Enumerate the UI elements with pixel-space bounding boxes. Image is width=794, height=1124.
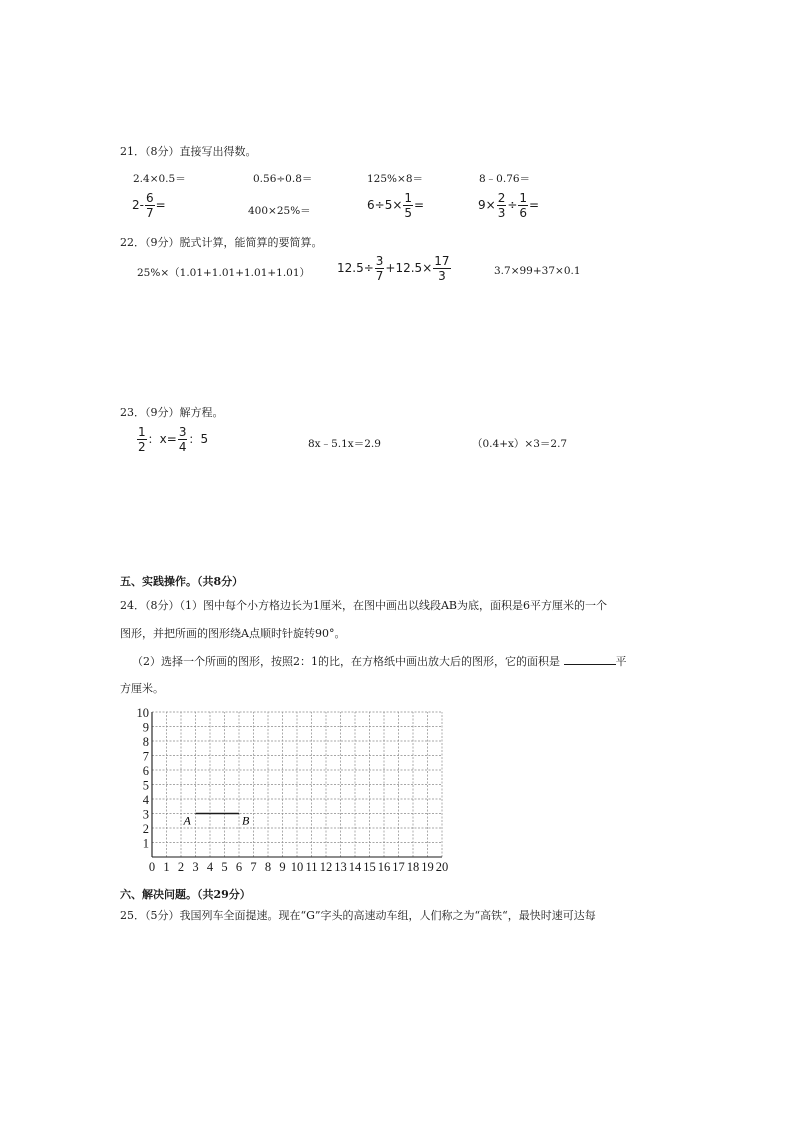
x-tick-label: 15 bbox=[363, 860, 376, 874]
x-tick-label: 8 bbox=[264, 860, 272, 874]
y-tick-label: 6 bbox=[142, 764, 149, 778]
y-tick-label: 7 bbox=[142, 749, 149, 764]
q21-item-7: 6÷5× $\frac{1}{5}$ = bbox=[367, 191, 425, 220]
x-tick-label: 12 bbox=[319, 860, 333, 874]
q23-header: 23．（9分）解方程。 bbox=[120, 406, 224, 419]
q25-line-1: 25．（5分）我国列车全面提速。现在“G”字头的高速动车组，人们称之为“高铁“，最快时速可达每 bbox=[120, 909, 596, 922]
x-tick-label: 0 bbox=[148, 860, 156, 874]
x-tick-label: 11 bbox=[305, 860, 318, 874]
y-tick-label: 2 bbox=[142, 822, 149, 836]
y-tick-label: 8 bbox=[142, 735, 149, 749]
grid-lines bbox=[152, 712, 442, 857]
point-a-label: A bbox=[183, 813, 191, 828]
q21-item-5: 2- $\frac{6}{7}$ = bbox=[132, 191, 166, 220]
q21-item-1: 2.4×0.5＝ bbox=[133, 173, 186, 185]
y-tick-label: 4 bbox=[142, 793, 149, 807]
q23-item-1: $\frac{1}{2}$ ：x= $\frac{3}{4}$ ：5 bbox=[138, 425, 209, 454]
x-tick-label: 14 bbox=[348, 860, 362, 874]
q21-item-3: 125%×8＝ bbox=[367, 173, 423, 185]
x-tick-label: 19 bbox=[421, 860, 434, 874]
answer-blank[interactable] bbox=[564, 654, 616, 665]
x-tick-label: 6 bbox=[235, 860, 243, 874]
y-tick-label: 9 bbox=[142, 720, 149, 735]
q21-item-6: 400×25%＝ bbox=[248, 205, 311, 217]
y-tick-label: 5 bbox=[142, 778, 149, 793]
point-b-label: B bbox=[242, 813, 250, 828]
q21-item-8: 9× $\frac{2}{3}$ ÷ $\frac{1}{6}$ = bbox=[478, 191, 540, 220]
q22-item-3: 3.7×99+37×0.1 bbox=[494, 265, 581, 277]
x-tick-label: 5 bbox=[221, 860, 228, 874]
q24-line-1: 24．（8分）（1）图中每个小方格边长为1厘米，在图中画出以线段AB为底，面积是6平方厘米的一个 bbox=[120, 599, 608, 612]
section-6-title: 六、解决问题。（共29分） bbox=[120, 888, 251, 901]
section-5-title: 五、实践操作。（共8分） bbox=[120, 575, 244, 588]
x-tick-label: 1 bbox=[163, 860, 170, 874]
x-tick-label: 9 bbox=[279, 860, 286, 874]
x-tick-label: 18 bbox=[406, 860, 420, 874]
q24-line-2: 图形，并把所画的图形绕A点顺时针旋转90°。 bbox=[120, 627, 346, 640]
x-tick-label: 17 bbox=[392, 860, 405, 874]
y-tick-label: 1 bbox=[142, 836, 149, 851]
q22-header: 22．（9分）脱式计算，能简算的要简算。 bbox=[120, 236, 323, 249]
q21-header: 21．（8分）直接写出得数。 bbox=[120, 145, 257, 158]
x-tick-label: 3 bbox=[192, 860, 199, 874]
q22-item-1: 25%×（1.01+1.01+1.01+1.01） bbox=[137, 267, 311, 279]
x-tick-label: 4 bbox=[206, 860, 214, 874]
q23-item-2: 8x﹣5.1x＝2.9 bbox=[308, 438, 381, 450]
x-tick-label: 20 bbox=[435, 860, 449, 874]
x-tick-label: 10 bbox=[290, 860, 304, 874]
x-tick-label: 16 bbox=[377, 860, 391, 874]
q24-line-4: 方厘米。 bbox=[120, 682, 164, 695]
q21-item-2: 0.56÷0.8＝ bbox=[253, 173, 313, 185]
x-tick-label: 2 bbox=[177, 860, 185, 874]
x-tick-label: 13 bbox=[334, 860, 347, 874]
grid-figure bbox=[128, 703, 458, 879]
q21-item-4: 8﹣0.76＝ bbox=[479, 173, 531, 185]
x-tick-label: 7 bbox=[250, 860, 257, 874]
q23-item-3: （0.4+x）×3＝2.7 bbox=[472, 438, 568, 450]
grid-labels bbox=[137, 706, 449, 874]
q24-line-3: （2）选择一个所画的图形，按照2：1的比，在方格纸中画出放大后的图形，它的面积是 平 bbox=[132, 655, 627, 668]
y-tick-label: 10 bbox=[136, 706, 149, 720]
q22-item-2: 12.5÷ $\frac{3}{7}$ +12.5× $\frac{17}{3}$ bbox=[337, 254, 450, 283]
y-tick-label: 3 bbox=[142, 807, 149, 822]
